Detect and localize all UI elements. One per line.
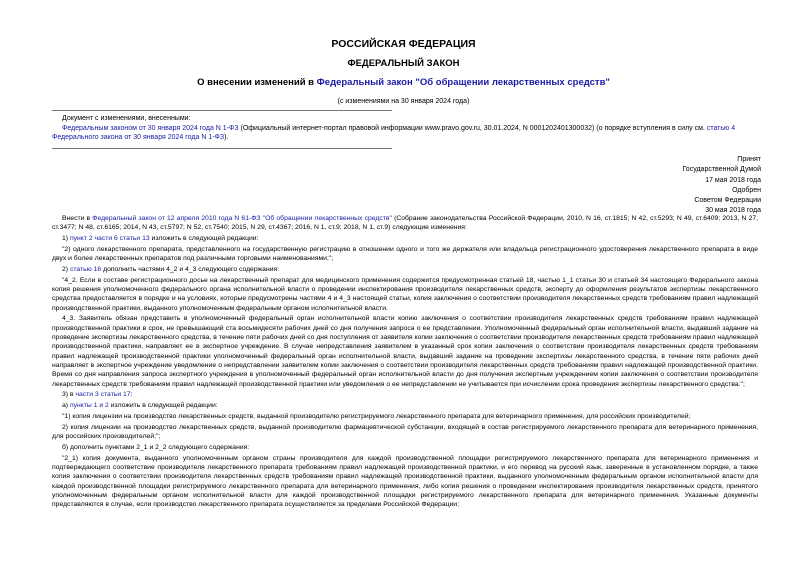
part-4-3: 4_3. Заявитель обязан представить в уполномоченный федеральный орган исполнительной власти копию заключения о соответствии производителя лекарственных средств требованиям правил надлежащей производственной практики в срок, не превышающий ста восьмидесяти рабочих дней со дня получения запроса о ее представлении. Уполномоченный федеральный орган исполнительной власти, выдавший задание на проведение экспертизы лекарственного средства, в течение пяти рабочих дней со дня поступления от заявителя копии заключения о соответствии производителя лекарственных средств требованиям правил надлежащей производственной практики, направляет ее в экспертное учреждение. В случае непредставления заявителем в указанный срок копии заключения о соответствии производителя лекарственных средств требованиям правил надлежащей производственной практики уполномоченный федеральный орган исполнительной власти, выдавший задание на проведение экспертизы лекарственного средства, в течение пяти рабочих дней направляет в экспертное учреждение уведомление о непредставлении заявителем копии заключения о соответствии производителя лекарственных средств требованиям правил надлежащей производственной практики. Время со дня направления запроса экспертного учреждения в уполномоченный федеральный орган исполнительной власти до дня получения экспертным учреждением копии заключения о соответствии производителя лекарственных средств требованиям правил надлежащей производственной практики или уведомления о ее непредставлении не учитывается при исчислении срока проведения экспертизы лекарственного средства.";: [52, 315, 758, 388]
item-1-quote: "2) одного лекарственного препарата, представленного на государственную регистрацию в отношении одного и того же держателя или владельца регистрационного удостоверения лекарственного препарата в виде двух и более лекарственных препаратов под различными торговыми наименованиями;";: [52, 245, 758, 263]
approved-label: Одобрен: [732, 186, 761, 194]
item-3: [52, 390, 758, 399]
duma-date: 17 мая 2018 года: [705, 176, 761, 184]
intro-text-a: Внести в: [62, 215, 93, 222]
intro-text-b: (Собрание законодательства Российской Федерации, 2010, N 16, ст.1815; N 42, ст.5293; N 49, ст.6409; 2013, N 27, ст.3477; N 48, ст.6165; 2014, N 43, ст.5797; N 52, ст.7540; 2015, N 29, ст.4367; 2016, N 1, ст.9; 2018, N 1, ст.9) следующие изменения:: [52, 215, 759, 232]
bottom-divider: [52, 148, 392, 149]
point-1-quote: "1) копия лицензии на производство лекарственных средств, выданной производителю регистрируемого лекарственного препарата для ветеринарного применения, для российских производителей;: [62, 412, 691, 420]
item-1-num: 1): [62, 235, 70, 243]
change-note-end: ).: [224, 134, 229, 141]
country-heading: РОССИЙСКАЯ ФЕДЕРАЦИЯ: [331, 38, 476, 50]
accepted-label: Принят: [737, 156, 761, 163]
item-2-text: дополнить частями 4_2 и 4_3 следующего содержания:: [101, 265, 280, 273]
subitem-a: [52, 401, 758, 410]
law-title: [0, 77, 807, 88]
point-2-1-quote: "2_1) копия документа, выданного уполномоченным органом страны производителя для каждой производственной площадки регистрируемого лекарственного препарата для ветеринарного применения и подтверждающего соответствие производителя лекарственного препарата требованиям правил надлежащей производственной практики, и его перевод на русский язык, заверенные в установленном порядке, а также копия заключения о соответствии производителя лекарственных средств требованиям правил надлежащей производственной практики, выданного уполномоченным федеральным органом исполнительной власти для каждой производственной площадки регистрируемого лекарственного препарата для ветеринарного применения, либо копия решения о проведении инспектирования производителя лекарственных средств, принятого уполномоченным федеральным органом исполнительной власти для каждой производственной площадки регистрируемого лекарственного препарата для ветеринарного применения. Указанные документы представляются в случае, если производство лекарственного препарата осуществляется за пределами Российской Федерации;: [52, 454, 758, 509]
council-date: 30 мая 2018 года: [705, 207, 761, 215]
point-2-quote: 2) копия лицензии на производство лекарственных средств, выданной производителю фармацевтической субстанции, входящей в состав регистрируемого лекарственного препарата для ветеринарного применения, для российских производителей;";: [52, 423, 758, 441]
adoption-block: [561, 155, 761, 217]
item-2-num: 2): [62, 265, 70, 273]
entry-into-force-link[interactable]: статью 4 Федерального закона от 30 января 2024 года N 1-ФЗ: [52, 124, 736, 141]
article-17-link[interactable]: части 3 статьи 17: [75, 391, 131, 399]
subitem-a-num: а): [62, 402, 70, 410]
law-title-prefix: О внесении изменений в: [197, 77, 317, 88]
law-title-link[interactable]: Федеральный закон "Об обращении лекарственных средств": [316, 77, 610, 88]
change-note-text: [52, 124, 752, 143]
change-note: [52, 114, 752, 143]
article-13-link[interactable]: пункт 2 части 6 статьи 13: [69, 235, 150, 243]
base-law-link[interactable]: Федеральный закон от 12 апреля 2010 года N 61-ФЗ "Об обращении лекарственных средств": [92, 215, 392, 222]
item-3-text: :: [130, 391, 133, 399]
council-label: Советом Федерации: [694, 197, 761, 205]
subitem-a-text: изложить в следующей редакции:: [108, 402, 218, 410]
article-16-link[interactable]: статью 16: [69, 265, 102, 273]
law-body: [52, 214, 758, 511]
change-note-source: (Официальный интернет-портал правовой информации www.pravo.gov.ru, 30.01.2024, N 0001202401300032) (о порядке вступления в силу см.: [238, 124, 707, 132]
item-3-num: 3) в: [62, 391, 76, 399]
item-1: [52, 234, 758, 243]
intro-paragraph: [52, 214, 758, 233]
top-divider: [52, 110, 392, 111]
law-type-heading: ФЕДЕРАЛЬНЫЙ ЗАКОН: [347, 58, 460, 69]
subitem-b: б) дополнить пунктами 2_1 и 2_2 следующего содержания:: [62, 443, 250, 451]
change-note-label: Документ с изменениями, внесенными:: [62, 115, 191, 122]
part-4-2: "4_2. Если в составе регистрационного досье на лекарственный препарат для медицинского применения содержится предусмотренная статьей 18, частью 1_1 статьи 30 и статьей 34 настоящего Федерального закона копия решения уполномоченного федерального органа исполнительной власти о проведении инспектирования производителя лекарственных средств, эксперту до оформления результатов экспертизы лекарственного средства предоставляется в порядке и на условиях, которые предусмотрены частями 4 и 4_3 настоящей статьи, копия заключения о соответствии производителя лекарственных средств требованиям правил надлежащей производственной практики, выданного уполномоченным федеральным органом исполнительной власти.: [52, 276, 758, 312]
points-1-2-link[interactable]: пункты 1 и 2: [69, 402, 109, 410]
edition-note: (с изменениями на 30 января 2024 года): [337, 98, 470, 105]
item-1-text: изложить в следующей редакции:: [149, 235, 259, 243]
duma-label: Государственной Думой: [682, 166, 761, 174]
item-2: [52, 265, 758, 274]
amending-law-link[interactable]: Федеральным законом от 30 января 2024 года N 1-ФЗ: [62, 124, 239, 132]
